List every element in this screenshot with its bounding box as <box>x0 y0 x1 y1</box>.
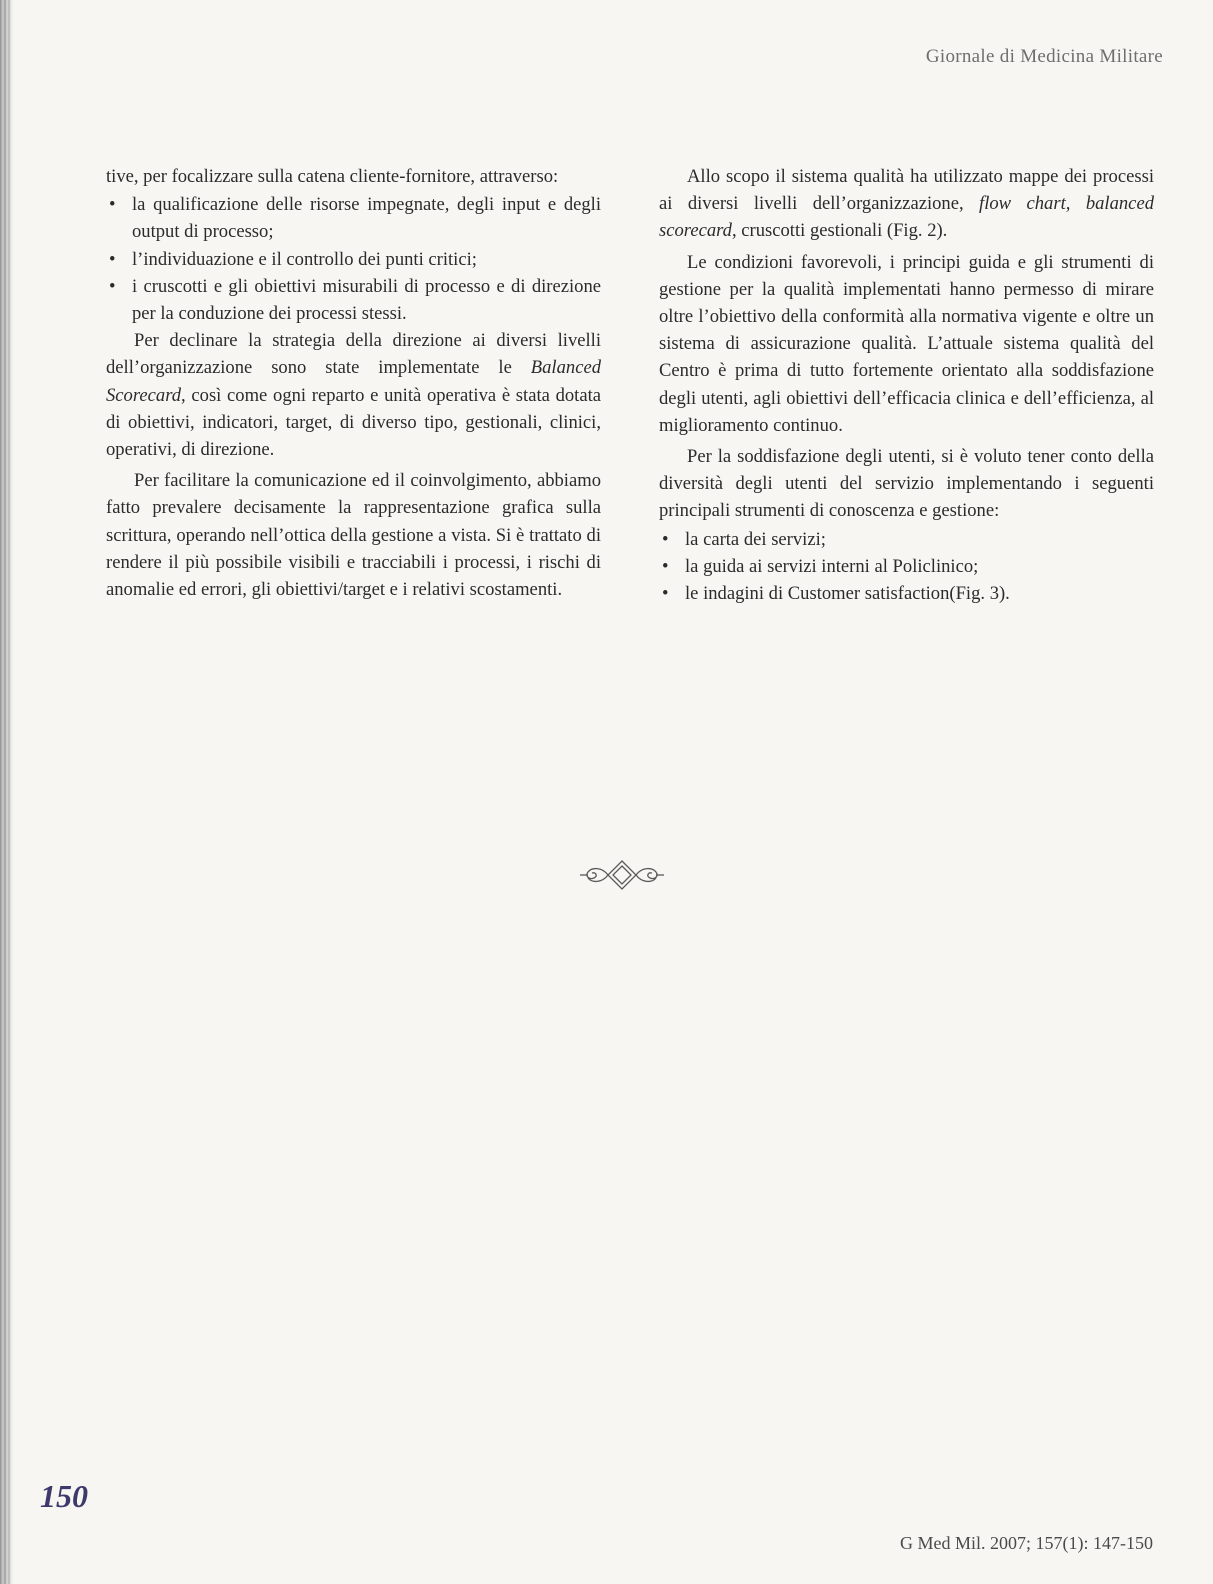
right-bullet-list <box>659 526 1154 608</box>
right-paragraph-1-end: , cruscotti gestionali (Fig. 2). <box>731 220 948 242</box>
page-binding-edge <box>0 0 14 1584</box>
list-item: • i cruscotti e gli obiettivi misurabili di processo e di direzione per la conduzione dei processi stessi. <box>106 273 601 327</box>
list-item: • la qualificazione delle risorse impegnate, degli input e degli output di processo; <box>106 191 601 245</box>
running-header: Giornale di Medicina Militare <box>925 46 1163 67</box>
balanced-scorecard-term: Balanced Scorecard <box>106 357 601 406</box>
left-paragraph-2 <box>106 327 601 463</box>
left-paragraph-2-end: , così come ogni reparto e unità operativa è stata dotata di obiettivi, indicatori, target, di diverso tipo, gestionali, clinici, operativi, di direzione. <box>106 384 601 461</box>
decorative-divider-icon <box>576 857 668 893</box>
right-paragraph-3: Per la soddisfazione degli utenti, si è voluto tener conto della diversità degli utenti del servizio implementando i seguenti principali strumenti di conoscenza e gestione: <box>659 446 1154 522</box>
list-item: • la carta dei servizi; <box>659 526 1154 553</box>
flow-chart-term: flow chart, balanced scorecard <box>659 193 1154 242</box>
list-item: • la guida ai servizi interni al Policlinico; <box>659 553 1154 580</box>
list-item: • l’individuazione e il controllo dei punti critici; <box>106 246 601 273</box>
right-column <box>659 163 1154 607</box>
left-column <box>106 163 601 604</box>
footer-citation: G Med Mil. 2007; 157(1): 147-150 <box>900 1533 1153 1553</box>
left-bullet-list <box>106 191 601 327</box>
left-paragraph-1: tive, per focalizzare sulla catena cliente-fornitore, attraverso: <box>106 166 559 187</box>
list-item: • le indagini di Customer satisfaction(Fig. 3). <box>659 580 1154 607</box>
right-paragraph-2: Le condizioni favorevoli, i principi guida e gli strumenti di gestione per la qualità implementati hanno permesso di mirare oltre l’obiettivo della conformità alla normativa vigente e oltre un sistema di assicurazione qualità. L’attuale sistema qualità del Centro è prima di tutto fortemente orientato alla soddisfazione degli utenti, agli obiettivi dell’efficacia clinica e dell’efficienza, al miglioramento continuo. <box>659 251 1154 436</box>
left-paragraph-2-start: Per declinare la strategia della direzione ai diversi livelli dell’organizzazione sono state implementate le <box>106 330 601 379</box>
left-paragraph-3: Per facilitare la comunicazione ed il coinvolgimento, abbiamo fatto prevalere decisamente la rappresentazione grafica sulla scrittura, operando nell’ottica della gestione a vista. Si è trattato di rendere il più possibile visibili e tracciabili i processi, i rischi di anomalie ed errori, gli obiettivi/target e i relativi scostamenti. <box>106 470 601 601</box>
right-paragraph-1 <box>659 163 1154 245</box>
right-paragraph-1-start: Allo scopo il sistema qualità ha utilizzato mappe dei processi ai diversi livelli dell’organizzazione, <box>659 166 1154 215</box>
page-number: 150 <box>40 1478 88 1514</box>
